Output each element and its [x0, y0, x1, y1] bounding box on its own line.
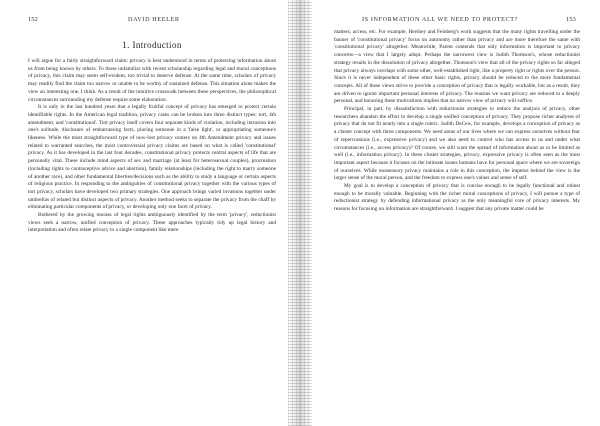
paragraph: It is only in the last hundred years that a legally fruitful concept of privacy has emerged to protect certain identifiable rights. In the American legal tradition, privacy cases can be broken into three distinct types: tort, 4th amendment, and 'constitutional'. Tort privacy itself covers four separate kinds of violation, including intrusion into one's solitude, disclosure of embarrassing facts, placing someone in a 'false light', or appropriating someone's likeness. While the most straightforward type of now-lost privacy centers on 4th Amendment privacy and issues related to warranted searches, the most controversial privacy claims are based on what is called 'constitutional' privacy. As it has developed in the last four decades, constitutional privacy protects central aspects of life that are personally vital. These include mind aspects of sex and marriage (at least for heterosexual couples), procreation (including rights to contraceptive advice and abortion), family relationships (including the right to marry someone of another race), and other fundamental liberties/decisions such as the ability to study a language or certain aspects of religious practice. In responding to the ambiguities of constitutional privacy together with the various types of tort privacy, scholars have developed two primary strategies. One approach brings varied invasions together under umbrellas of related but distinct aspects of privacy. Another method seeks to separate the privacy from the chaff by eliminating particular components of privacy, or developing only one facet of privacy. [28, 104, 276, 211]
body-text [334, 29, 580, 214]
right-page [302, 0, 600, 426]
left-page [0, 0, 298, 426]
paragraph: Principal, in part, by dissatisfaction with reductionist strategies to reduce the analysis of privacy, other researchers abandon the effort to develop a single unified conception of privacy. They propose richer analyses of privacy that do not fit neatly into a single rubric. Judith DeCew, for example, develops a conception of privacy as a cluster concept with three components. We need areas of our lives where we can express ourselves without fear of repercussions (i.e., expressive privacy) and we also need to control who has access to us and under what circumstances (i.e., access privacy)? Of course, we still want the spread of information about us to be limited as well (i.e., information privacy). In these cluster strategies, privacy, expressive privacy is often seen as the most important aspect because it focuses on the intimate issues humans have for personal space where we are sovereign of ourselves. While nonsensory privacy maintains a role in this conception, the impetus behind the view is the larger sense of the moral person, and the freedom to express one's values and sense of self. [334, 106, 580, 182]
running-head-author: DAVID HEELER [128, 16, 180, 23]
page-number: 152 [28, 16, 38, 23]
running-head-title: IS INFORMATION ALL WE NEED TO PROTECT? [362, 16, 518, 23]
body-text [28, 58, 276, 235]
paragraph: Bothered by the growing morass of legal rights ambiguously identified by the term 'privacy', reductionist views seek a narrow, unified conception of privacy. These approaches typically tidy up legal history and interpretation and often relate privacy to a single component like mere [28, 212, 276, 234]
section-title: 1. Introduction [122, 40, 182, 50]
paragraph: I will argue for a fairly straightforward claim: privacy is best understood in terms of protecting information about us from being known by others. To those unfamiliar with recent scholarship regarding legal and moral conceptions of privacy, this claim may seem self-evident, too trivial to deserve defense. At the same time, scholars of privacy may readily find the claim too narrow or unable to be worthy of sustained defense. This situation alone makes the view an interesting one, I think. As a result of the intuitive crosswalk between these perspectives, the philosophical circumstances surrounding my defense require some elaboration. [28, 58, 276, 103]
paragraph: My goal is to develop a conception of privacy that is concise enough to be legally functional and robust enough to be morally valuable. Beginning with the richer moral conceptions of privacy, I will pursue a type of reductionist strategy by defending informational privacy as the only meaningful core of privacy interests. My reasons for focusing on information are straightforward. I suggest that any private matter could be [334, 183, 580, 213]
paragraph: matters, access, etc. For example, Hershey and Feinberg's work suggests that the many rights travelling under the banner of 'constitutional privacy' focus on autonomy rather than privacy and are more therefore the same with 'constitutional privacy' altogether. Meanwhile, Parent contends that only information is important to privacy concerns—a view that I largely adopt. Perhaps the narrowest view is Judith Thomson's, whose reductionist strategy results in the dissolution of privacy altogether. Thomson's view that all of the privacy rights so far alleged that privacy always overlaps with some other, well-established right, like a property right or rights over the person. Since it is never independent of these other basic rights, privacy should be reduced to the more fundamental concepts. All of these views strive to provide a conception of privacy that is legally workable, but as a result, they are driven to ignore important personal interests of privacy. The reasons we want privacy are reduced to a deeply personal, and honoring these motivations implies that no narrow view of privacy will suffice. [334, 29, 580, 105]
page-number: 153 [566, 16, 576, 23]
